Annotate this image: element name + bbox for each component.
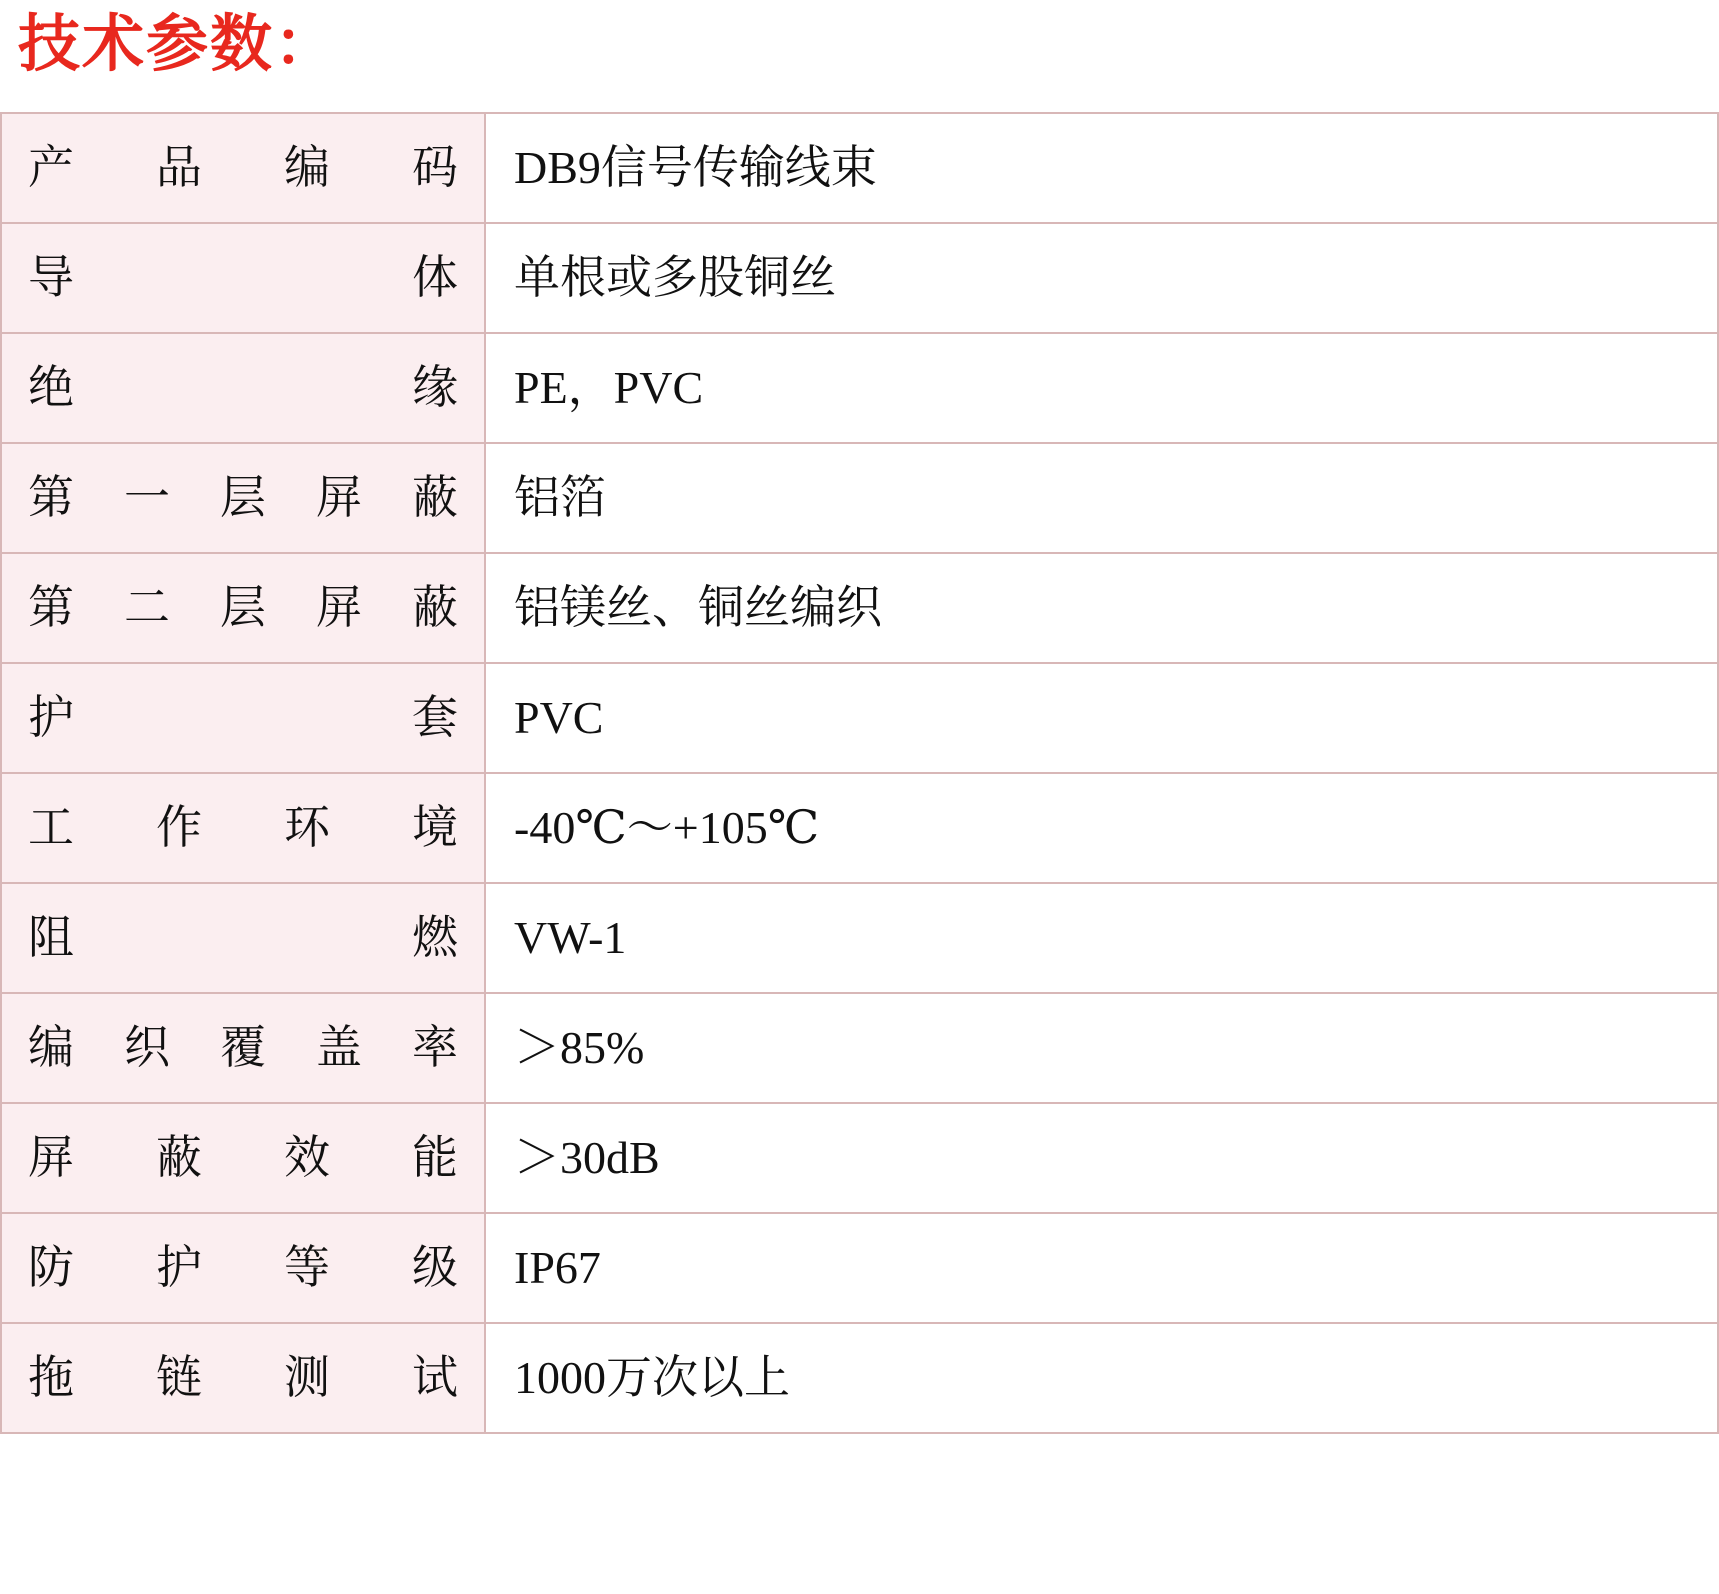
- table-row: [1, 553, 1718, 663]
- row-value-cell: PVC: [485, 663, 1718, 773]
- row-label-text: 绝 缘: [28, 362, 458, 413]
- row-label-text: 编 织 覆 盖 率: [28, 1022, 458, 1073]
- table-row: [1, 883, 1718, 993]
- row-value-cell: VW-1: [485, 883, 1718, 993]
- row-label-text: 屏 蔽 效 能: [28, 1132, 458, 1183]
- row-label-cell: [1, 1103, 485, 1213]
- row-label-cell: [1, 883, 485, 993]
- row-label-text: 阻 燃: [28, 912, 458, 963]
- row-value-cell: 单根或多股铜丝: [485, 223, 1718, 333]
- table-row: [1, 113, 1718, 223]
- row-value-cell: IP67: [485, 1213, 1718, 1323]
- row-label-text: 第 二 层 屏 蔽: [28, 582, 458, 633]
- technical-parameters-table: [0, 112, 1719, 1434]
- row-value-cell: ＞30dB: [485, 1103, 1718, 1213]
- page-title: 技术参数：: [18, 7, 339, 80]
- row-label-text: 工 作 环 境: [28, 802, 458, 853]
- row-label-cell: [1, 443, 485, 553]
- row-value-cell: PE，PVC: [485, 333, 1718, 443]
- row-value-cell: 铝箔: [485, 443, 1718, 553]
- row-value-cell: 1000万次以上: [485, 1323, 1718, 1433]
- table-row: [1, 333, 1718, 443]
- table-row: [1, 663, 1718, 773]
- row-label-text: 护 套: [28, 692, 458, 743]
- row-label-cell: [1, 663, 485, 773]
- row-label-cell: [1, 223, 485, 333]
- row-value-cell: 铝镁丝、铜丝编织: [485, 553, 1718, 663]
- table-row: [1, 1213, 1718, 1323]
- row-label-text: 拖 链 测 试: [28, 1352, 458, 1403]
- row-label-cell: [1, 993, 485, 1103]
- row-label-text: 第 一 层 屏 蔽: [28, 472, 458, 523]
- row-value-cell: ＞85%: [485, 993, 1718, 1103]
- table-row: [1, 443, 1718, 553]
- row-label-cell: [1, 773, 485, 883]
- row-label-cell: [1, 1323, 485, 1433]
- table-row: [1, 223, 1718, 333]
- row-label-text: 防 护 等 级: [28, 1242, 458, 1293]
- row-label-cell: [1, 113, 485, 223]
- row-label-cell: [1, 553, 485, 663]
- table-body: [1, 113, 1718, 1433]
- table-row: [1, 1103, 1718, 1213]
- table-row: [1, 773, 1718, 883]
- row-label-text: 导 体: [28, 252, 458, 303]
- table-row: [1, 1323, 1718, 1433]
- row-label-cell: [1, 333, 485, 443]
- row-value-cell: DB9信号传输线束: [485, 113, 1718, 223]
- row-value-cell: -40℃～+105℃: [485, 773, 1718, 883]
- row-label-text: 产 品 编 码: [28, 142, 458, 193]
- row-label-cell: [1, 1213, 485, 1323]
- table-row: [1, 993, 1718, 1103]
